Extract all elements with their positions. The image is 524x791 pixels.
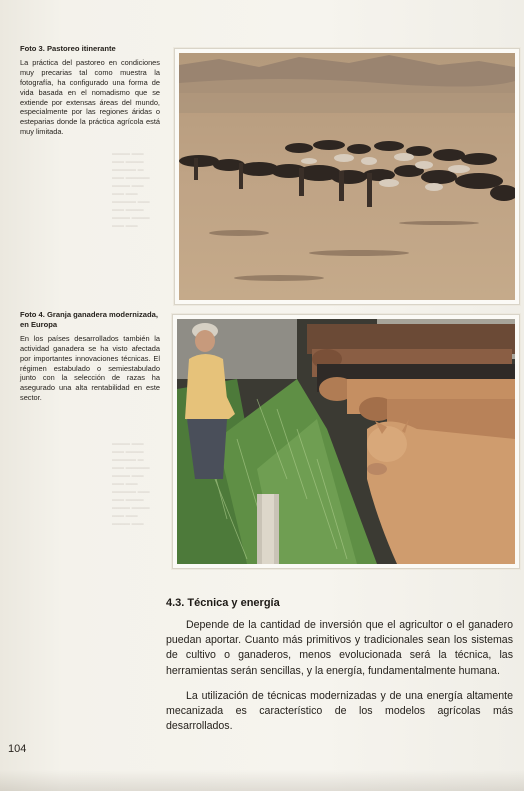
page-number: 104: [8, 743, 27, 755]
caption-photo-3: [20, 44, 160, 137]
page-edge-shadow: [0, 770, 524, 791]
caption-title: Foto 4. Granja ganadera modernizada, en Europa: [20, 310, 158, 329]
caption-body: La práctica del pastoreo en condiciones muy precarias tal como muestra la fotografía, ha configurado una forma de vida basada en el nomadismo que se extiende por extensas áreas del mundo, especialmente por las regiones áridas o esteparias donde la práctica agrícola está muy limitada.: [20, 57, 160, 137]
photo-3-frame: [174, 48, 520, 305]
show-through-texture: ▬▬▬ ▬▬ ▬▬ ▬▬▬ ▬▬▬▬ ▬ ▬▬ ▬▬▬▬ ▬▬▬ ▬▬ ▬▬ ▬▬ ▬▬▬▬ ▬▬ ▬▬ ▬▬▬ ▬▬▬ ▬▬▬ ▬▬ ▬▬ ▬▬▬ ▬▬: [112, 441, 150, 527]
paragraph: La utilización de técnicas modernizadas y de una energía altamente mecanizada es característico de los modelos agrícolas más desarrollados.: [166, 690, 513, 733]
caption-body: En los países desarrollados también la actividad ganadera se ha visto afectada por importantes innovaciones técnicas. El régimen estabulado o semiestabulado junto con la selección de razas ha asegurado una alta rentabilidad en este sector.: [20, 333, 160, 403]
photo-modern-cattle-farm: [177, 319, 515, 564]
photo-4-frame: [172, 314, 520, 569]
paragraph: Depende de la cantidad de inversión que el agricultor o el ganadero puedan aportar. Cuanto más primitivos y tradicionales sean los sistemas de cultivo o ganaderos, menos evolucionada será la técnica, las herramientas serán sencillas, y la energía, fundamentalmente humana.: [166, 619, 513, 677]
caption-title: Foto 3. Pastoreo itinerante: [20, 44, 116, 53]
show-through-texture: ▬▬▬ ▬▬ ▬▬ ▬▬▬ ▬▬▬▬ ▬ ▬▬ ▬▬▬▬ ▬▬▬ ▬▬ ▬▬ ▬▬ ▬▬▬▬ ▬▬ ▬▬ ▬▬▬ ▬▬▬ ▬▬▬ ▬▬ ▬▬: [112, 151, 150, 229]
section-heading: 4.3. Técnica y energía: [166, 597, 280, 609]
caption-photo-4: [20, 310, 160, 403]
photo-pastoral-herding: [179, 53, 515, 300]
